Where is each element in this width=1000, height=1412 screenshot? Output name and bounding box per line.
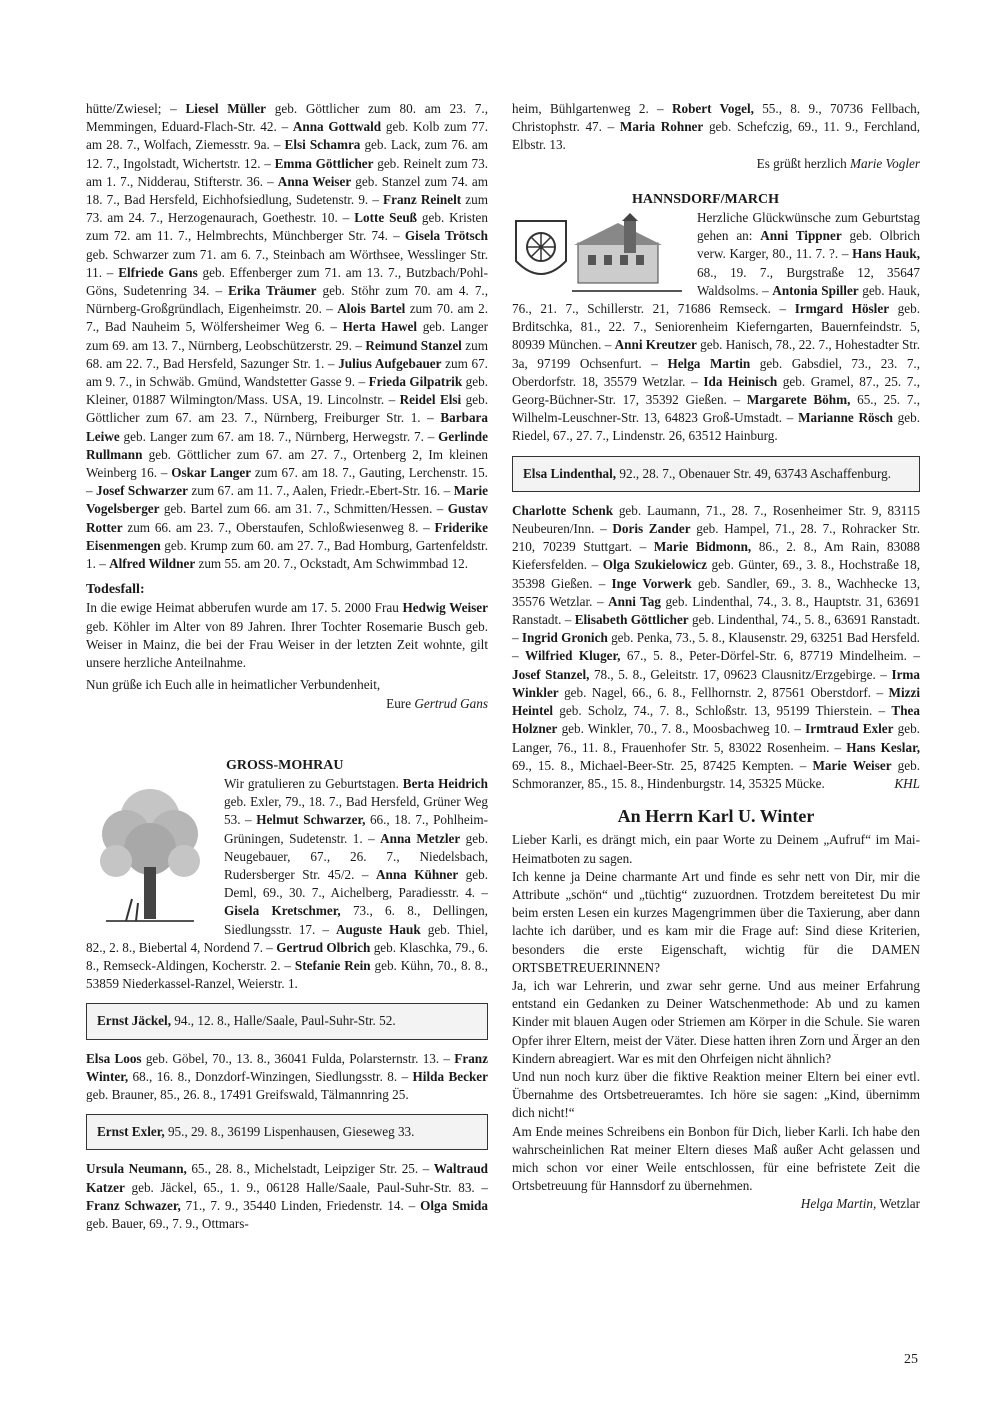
todesfall-heading: Todesfall: bbox=[86, 582, 145, 598]
birthday-list-4 bbox=[512, 502, 920, 793]
person-name: Doris Zander bbox=[612, 521, 691, 537]
person-name: Anni Tippner bbox=[760, 228, 842, 244]
person-name: Hans Keslar, bbox=[846, 739, 921, 755]
person-name: Barbara Leiwe bbox=[86, 410, 488, 444]
person-name: Gustav Rotter bbox=[86, 501, 488, 535]
top-signature-prefix: Es grüßt herzlich bbox=[756, 155, 851, 171]
letter-signature-city: Wetzlar bbox=[876, 1196, 920, 1212]
letter-signature bbox=[512, 1195, 920, 1213]
gross-mohrau-text: Wir gratulieren zu Geburtstagen. Berta Heidrich geb. Exler, 79., 18. 7., Bad Hersfeld, Grüner Weg 53. – Helmut Schwarzer, 66., 18. 7., Pohlheim-Grüningen, Sudetenstr. 1. – Anna Metzler geb. Neugebauer, 67., 26. 7., Niedelsbach, Rudersberger Str. 45/2. – Anna Kühner geb. Deml, 69., 30. 7., Aichelberg, Paradiesstr. 4. – Gisela Kretschmer, 73., 6. 8., Dellingen, Siedlungsstr. 17. – Auguste Hauk geb. Thiel, 82., 2. 8., Biebertal 4, Nordend 7. – Gertrud Olbrich geb. Klaschka, 79., 6. 8., Remseck-Aldingen, Kocherstr. 2. – Stefanie Rein geb. Kühn, 70., 8. 8., 53859 Niederkassel-Ranzel, Weierstr. 1. bbox=[86, 775, 489, 992]
khl-signature: KHL bbox=[894, 775, 920, 791]
person-name: Mizzi Heintel bbox=[512, 684, 920, 719]
person-name: Elsi Schamra bbox=[284, 137, 361, 153]
person-name: Helmut Schwarzer, bbox=[256, 812, 366, 828]
person-name: Irmtraud Exler bbox=[805, 721, 894, 737]
person-name: Hedwig Weiser bbox=[402, 600, 488, 616]
person-name: Alfred Wildner bbox=[109, 556, 196, 572]
person-name: Reidel Elsi bbox=[399, 392, 462, 408]
letter-paragraph: Am Ende meines Schreibens ein Bonbon für Dich, lieber Karli. Ich habe den wahrscheinlichen Rat meiner Eltern dieses Maß außer Acht gelassen und mich schon vor einer Weile entschlossen, für eine befristete Zeit die Ortsbetreuung für Hannsdorf zu übernehmen. bbox=[512, 1123, 920, 1194]
person-name: Marianne Rösch bbox=[798, 410, 893, 426]
person-name: Anni Tag bbox=[608, 593, 661, 609]
coat-of-arms-and-village-icon bbox=[512, 213, 687, 295]
person-name: Anna Gottwald bbox=[292, 119, 382, 135]
hannsdorf-text: Herzliche Glückwünsche zum Geburtstag gehen an: Anni Tippner geb. Olbrich verw. Karger, 80., 11. 7. ?. – Hans Hauk, 68., 19. 7., Burgstraße 12, 35647 Waldsolms. – Antonia Spiller geb. Hauk, 76., 21. 7., Schillerstr. 21, 71686 Remseck. – Irmgard Hösler geb. Brditschka, 81., 22. 7., Seniorenheim Kieferngarten, Bauernfeindstr. 5, 80939 München. – Anni Kreutzer geb. Hanisch, 78., 22. 7., Hohestadter Str. 3a, 97199 Ochsenfurt. – Helga Martin geb. Gabsdiel, 73., 23. 7., Oberdorfstr. 18, 35579 Wetzlar. – Ida Heinisch geb. Gramel, 87., 25. 7., Georg-Büchner-Str. 17, 35392 Gießen. – Margarete Böhm, 65., 25. 7., Wilhelm-Leuschner-Str. 13, 64823 Groß-Umstadt. – Marianne Rösch geb. Riedel, 67., 27. 7., Lindenstr. 26, 63512 Hainburg. bbox=[512, 210, 921, 444]
signature-name: Gertrud Gans bbox=[414, 695, 488, 711]
right-column bbox=[512, 100, 920, 1214]
letter-paragraph: Ja, ich war Lehrerin, und zwar sehr gerne. Und aus meiner Erfahrung entstand ein Gedanken zu Deiner Watschenmethode: Ab und zu kamen Kinder mit blauen Augen oder Striemen am Körper in die Schule. Sie waren Opfer ihrer Eltern, meist der Väter. Diese hatten ihren Zorn und Ärger an den Kindern abreagiert. War es mit den Ohrfeigen nicht ähnlich? bbox=[512, 977, 920, 1066]
person-name: Elsa Loos bbox=[86, 1050, 142, 1066]
person-name: Elsa Lindenthal, bbox=[523, 465, 617, 481]
person-name: Franz Reinelt bbox=[383, 192, 462, 208]
person-name: Emma Göttlicher bbox=[274, 155, 374, 171]
highlight-box-exler: Ernst Exler, 95., 29. 8., 36199 Lispenhausen, Gieseweg 33. bbox=[86, 1114, 488, 1150]
birthday-list-3: Ursula Neumann, 65., 28. 8., Michelstadt, Leipziger Str. 25. – Waltraud Katzer geb. Jäckel, 65., 1. 9., 06128 Halle/Saale, Paul-Suhr-Str. 83. – Franz Schwazer, 71., 7. 9., 35440 Linden, Friedenstr. 14. – Olga Smida geb. Bauer, 69., 7. 9., Ottmars- bbox=[86, 1161, 488, 1231]
person-name: Anna Weiser bbox=[277, 173, 352, 189]
person-name: Ursula Neumann, bbox=[86, 1161, 187, 1177]
person-name: Ernst Exler, bbox=[97, 1124, 165, 1140]
person-name: Alois Bartel bbox=[337, 301, 406, 317]
person-name: Ernst Jäckel, bbox=[97, 1013, 171, 1029]
signature bbox=[86, 695, 488, 713]
letter-paragraph: Ich kenne ja Deine charmante Art und finde es sehr nett von Dir, mir die Attribute „schön“ und „tüchtig“ zuzuordnen. Trotzdem bereitetest Du mir beim ersten Lesen ein kurzes Magengrimmen über die Taxierung, aber dann lachte ich darüber, und es kam mir die Frage auf: Sind diese Kriterien, besonders die erste Eigenschaft, wichtig für die DAMEN ORTSBETREUERINNEN? bbox=[512, 868, 920, 975]
person-name: Frieda Gilpatrik bbox=[368, 374, 463, 390]
birthday-list-4-text: Charlotte Schenk geb. Laumann, 71., 28. 7., Rosenheimer Str. 9, 83115 Neubeuren/Inn. – Doris Zander geb. Hampel, 71., 28. 7., Rohracker Str. 210, 70239 Stuttgart. – Marie Bidmonn, 86., 2. 8., Am Rain, 83088 Kiefersfelden. – Olga Szukielowicz geb. Günter, 69., 3. 8., Hochstraße 18, 35398 Gießen. – Inge Vorwerk geb. Sandler, 69., 3. 8., Wachhecke 13, 35576 Wetzlar. – Anni Tag geb. Lindenthal, 74., 3. 8., Hauptstr. 31, 63691 Ranstadt. – Elisabeth Göttlicher geb. Lindenthal, 74., 5. 8., 63691 Ranstadt. – Ingrid Gronich geb. Penka, 73., 5. 8., Klausenstr. 29, 63251 Bad Hersfeld. – Wilfried Kluger, 67., 5. 8., Peter-Dörfel-Str. 6, 87719 Mindelheim. – Josef Stanzel, 78., 5. 8., Geleitstr. 17, 09623 Clausnitz/Erzgebirge. – Irma Winkler geb. Nagel, 66., 6. 8., Fellhornstr. 2, 87561 Oberstdorf. – Mizzi Heintel geb. Scholz, 74., 7. 8., Schloßstr. 13, 95199 Thierstein. – Thea Holzner geb. Winkler, 70., 7. 8., Moosbachweg 10. – Irmtraud Exler geb. Langer, 76., 11. 8., Frauenhofer Str. 5, 83022 Rosenheim. – Hans Keslar, 69., 15. 8., Michael-Beer-Str. 25, 87425 Kempten. – Marie Weiser geb. Schmoranzer, 85., 15. 8., Hindenburgstr. 14, 35325 Mücke. bbox=[512, 502, 921, 791]
person-name: Anna Kühner bbox=[375, 866, 459, 882]
highlight-box-lindenthal: Elsa Lindenthal, 92., 28. 7., Obenauer Str. 49, 63743 Aschaffenburg. bbox=[512, 456, 920, 492]
letter-paragraph: Lieber Karli, es drängt mich, ein paar Worte zu Deinem „Aufruf“ im Mai-Heimatboten zu sagen. bbox=[512, 832, 920, 866]
person-name: Herta Hawel bbox=[342, 319, 418, 335]
person-name: Antonia Spiller bbox=[772, 282, 859, 298]
person-name: Erika Träumer bbox=[228, 283, 317, 299]
person-name: Marie Bidmonn, bbox=[653, 539, 752, 555]
birthday-list-continued: heim, Bühlgartenweg 2. – Robert Vogel, 55., 8. 9., 70736 Fellbach, Christophstr. 47. – Maria Rohner geb. Schefczig, 69., 11. 9., Ferchland, Elbstr. 13. bbox=[512, 101, 920, 153]
person-name: Elisabeth Göttlicher bbox=[574, 612, 689, 628]
person-name: Gertrud Olbrich bbox=[276, 939, 371, 955]
birthday-list-2: Elsa Loos geb. Göbel, 70., 13. 8., 36041 Fulda, Polarsternstr. 13. – Franz Winter, 68., 16. 8., Donzdorf-Winzingen, Siedlungsstr. 8. – Hilda Becker geb. Brauner, 85., 26. 8., 17491 Greifswald, Tälmannring 25. bbox=[86, 1050, 488, 1102]
person-name: Olga Szukielowicz bbox=[602, 557, 707, 573]
person-name: Hans Hauk, bbox=[852, 246, 920, 262]
person-name: Liesel Müller bbox=[185, 101, 267, 116]
person-name: Stefanie Rein bbox=[294, 957, 371, 973]
person-name: Inge Vorwerk bbox=[611, 575, 692, 591]
person-name: Hilda Becker bbox=[412, 1068, 488, 1084]
person-name: Irma Winkler bbox=[512, 666, 921, 700]
person-name: Maria Rohner bbox=[619, 119, 704, 135]
person-name: Josef Stanzel, bbox=[512, 666, 590, 682]
top-signature bbox=[512, 155, 920, 173]
person-name: Charlotte Schenk bbox=[512, 502, 614, 518]
page-number: 25 bbox=[904, 1352, 918, 1367]
person-name: Ida Heinisch bbox=[703, 373, 778, 389]
signature-prefix: Eure bbox=[386, 695, 415, 711]
greeting-text: Nun grüße ich Euch alle in heimatlicher Verbundenheit, bbox=[86, 677, 381, 693]
person-name: Auguste Hauk bbox=[335, 921, 421, 937]
letter-signature-name: Helga Martin, bbox=[800, 1196, 877, 1212]
letter-body bbox=[512, 831, 920, 1195]
tree-illustration-icon bbox=[86, 779, 214, 929]
person-name: Gisela Kretschmer, bbox=[224, 903, 341, 919]
person-name: Friderike Eisenmengen bbox=[86, 519, 488, 553]
person-name: Anna Metzler bbox=[380, 830, 461, 846]
person-name: Olga Smida bbox=[420, 1197, 488, 1213]
person-name: Josef Schwarzer bbox=[95, 483, 188, 499]
person-name: Julius Aufgebauer bbox=[338, 355, 442, 371]
person-name: Robert Vogel, bbox=[671, 101, 754, 116]
highlight-box-jaeckel: Ernst Jäckel, 94., 12. 8., Halle/Saale, Paul-Suhr-Str. 52. bbox=[86, 1003, 488, 1039]
person-name: Franz Schwazer, bbox=[86, 1197, 181, 1213]
person-name: Waltraud Katzer bbox=[86, 1161, 488, 1195]
top-signature-name: Marie Vogler bbox=[850, 155, 920, 171]
section-title-gross-mohrau: GROSS-MOHRAU bbox=[226, 757, 344, 773]
person-name: Wilfried Kluger, bbox=[525, 648, 621, 664]
person-name: Gisela Trötsch bbox=[404, 228, 488, 244]
hannsdorf-section bbox=[512, 209, 920, 446]
person-name: Helga Martin bbox=[667, 355, 751, 371]
left-column bbox=[86, 100, 488, 1233]
todesfall-text: In die ewige Heimat abberufen wurde am 17. 5. 2000 Frau Hedwig Weiser geb. Köhler im Alter von 89 Jahren. Ihrer Tochter Rosemarie Busch geb. Weiser in Mainz, die bei der Frau Weiser in der letzten Zeit wohnte, gilt unsere herzliche Anteilnahme. bbox=[86, 600, 488, 671]
person-name: Thea Holzner bbox=[512, 703, 920, 737]
section-title-hannsdorf: HANNSDORF/MARCH bbox=[632, 191, 779, 207]
letter-paragraph: Und nun noch kurz über die fiktive Reaktion meiner Eltern bei einer evtl. Übernahme des Ortsbetreueramtes. Ich höre sie sagen: „Kind, übernimm dich nicht!“ bbox=[512, 1068, 920, 1121]
birthday-list: hütte/Zwiesel; – Liesel Müller geb. Göttlicher zum 80. am 23. 7., Memmingen, Eduard-Flach-Str. 42. – Anna Gottwald geb. Kolb zum 77. am 28. 7., Wolfach, Ziemesstr. 9a. – Elsi Schamra geb. Lack, zum 76. am 12. 7., Ingolstadt, Wichertstr. 12. – Emma Göttlicher geb. Reinelt zum 73. am 1. 7., Nidderau, Stifterstr. 36. – Anna Weiser geb. Stanzel zum 74. am 18. 7., Bad Hersfeld, Eichhofsiedlung, Sudetenstr. 9. – Franz Reinelt zum 73. am 24. 7., Herzogenaurach, Goethestr. 10. – Lotte Seuß geb. Kristen zum 72. am 11. 7., Helmbrechts, Münchberger Str. 74. – Gisela Trötsch geb. Schwarzer zum 71. am 6. 7., Steinbach am Wörthsee, Wesslinger Str. 11. – Elfriede Gans geb. Effenberger zum 71. am 13. 7., Butzbach/Pohl-Göns, Sudetenring 34. – Erika Träumer geb. Stöhr zum 70. am 4. 7., Nürnberg-Großgründlach, Eigenheimstr. 20. – Alois Bartel zum 70. am 2. 7., Bad Nauheim 5, Wölfersheimer Weg 6. – Herta Hawel geb. Langer zum 69. am 13. 7., Nürnberg, Leobschützerstr. 29. – Reimund Stanzel zum 68. am 22. 7., Bad Hersfeld, Sazunger Str. 1. – Julius Aufgebauer zum 67. am 9. 7., in Schwäb. Gmünd, Wandstetter Gasse 9. – Frieda Gilpatrik geb. Kleiner, 01887 Wilmington/Mass. USA, 19. Lincolnstr. – Reidel Elsi geb. Göttlicher zum 67. am 23. 7., Nürnberg, Freiburger Str. 1. – Barbara Leiwe geb. Langer zum 67. am 18. 7., Nürnberg, Herwegstr. 7. – Gerlinde Rullmann geb. Göttlicher zum 67. am 27. 7., Ortenberg 2, Im kleinen Weinberg 16. – Oskar Langer zum 67. am 18. 7., Gauting, Lerchenstr. 15. – Josef Schwarzer zum 67. am 11. 7., Aalen, Friedr.-Ebert-Str. 16. – Marie Vogelsberger geb. Bartel zum 66. am 31. 7., Schmitten/Hessen. – Gustav Rotter zum 66. am 23. 7., Oberstaufen, Schloßwiesenweg 8. – Friderike Eisenmengen geb. Krump zum 60. am 27. 7., Bad Homburg, Gartenfeldstr. 1. – Alfred Wildner zum 55. am 20. 7., Ockstadt, Am Schwimmbad 12. bbox=[86, 101, 489, 572]
person-name: Reimund Stanzel bbox=[365, 337, 462, 353]
person-name: Gerlinde Rullmann bbox=[86, 428, 488, 462]
person-name: Elfriede Gans bbox=[118, 264, 198, 280]
person-name: Lotte Seuß bbox=[354, 210, 417, 226]
person-name: Anni Kreutzer bbox=[614, 337, 697, 353]
letter-title: An Herrn Karl U. Winter bbox=[617, 806, 815, 827]
person-name: Oskar Langer bbox=[171, 465, 252, 481]
person-name: Franz Winter, bbox=[86, 1050, 488, 1084]
gross-mohrau-section bbox=[86, 775, 488, 993]
person-name: Margarete Böhm, bbox=[746, 392, 851, 408]
person-name: Berta Heidrich bbox=[402, 775, 488, 791]
person-name: Marie Vogelsberger bbox=[86, 483, 489, 517]
person-name: Ingrid Gronich bbox=[521, 630, 608, 646]
person-name: Marie Weiser bbox=[812, 757, 892, 773]
person-name: Irmgard Hösler bbox=[794, 301, 890, 317]
